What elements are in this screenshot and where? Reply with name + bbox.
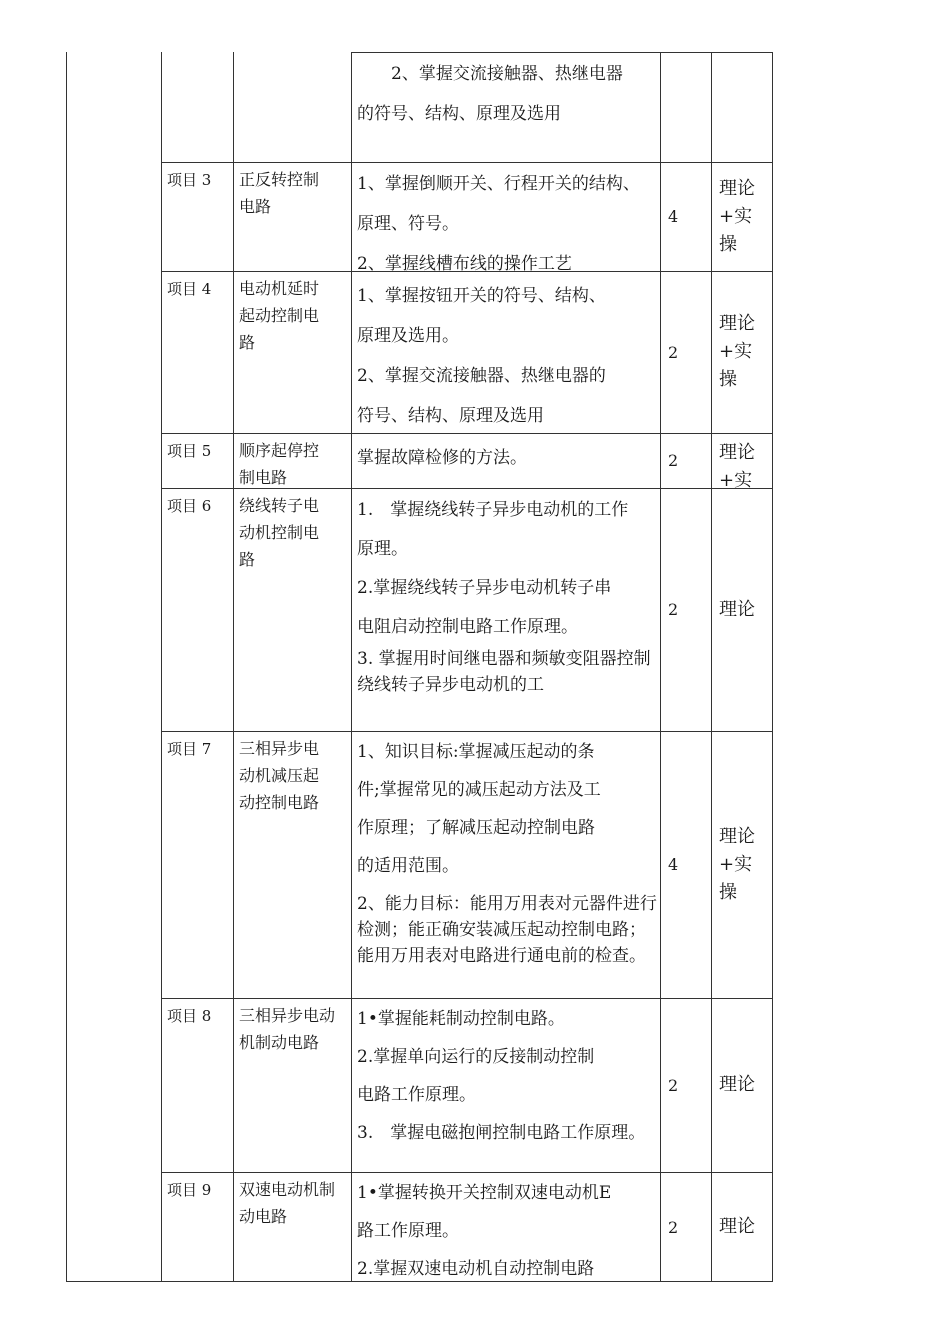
objective-paragraph: 3. 掌握电磁抱闸控制电路工作原理。 <box>357 1123 646 1143</box>
project-name-line: 电动机延时 <box>239 279 320 298</box>
learning-objectives <box>351 731 660 998</box>
class-hours: 4 <box>668 207 679 226</box>
objective-paragraph: 路工作原理。 <box>357 1221 459 1241</box>
project-number: 项目 3 <box>167 171 212 189</box>
learning-objectives <box>351 998 660 1172</box>
project-name-line: 起动控制电 <box>239 306 320 325</box>
project-name <box>233 731 351 998</box>
project-number: 项目 7 <box>167 740 212 758</box>
project-name-line: 机制动电路 <box>239 1033 320 1052</box>
teaching-method <box>711 998 772 1172</box>
objective-paragraph: 1•掌握能耗制动控制电路。 <box>357 1009 565 1029</box>
learning-objectives <box>351 488 660 731</box>
objective-paragraph: 1、掌握倒顺开关、行程开关的结构、 <box>357 174 640 194</box>
project-name <box>233 433 351 488</box>
teaching-method-line: 理论 <box>719 825 755 847</box>
teaching-method-text <box>719 310 755 394</box>
project-name-line: 绕线转子电 <box>239 496 320 515</box>
teaching-method-line: +实 <box>719 470 753 488</box>
project-name-line: 动电路 <box>239 1207 288 1226</box>
teaching-method <box>711 433 772 488</box>
teaching-method-text <box>719 1213 755 1241</box>
project-name-line: 动机控制电 <box>239 523 320 542</box>
class-hours: 4 <box>668 855 679 874</box>
project-name-line: 动机减压起 <box>239 766 320 785</box>
teaching-method-line: +实 <box>719 853 753 875</box>
project-name-line: 三相异步电动 <box>239 1006 336 1025</box>
objective-paragraph: 作原理；了解减压起动控制电路 <box>357 818 595 838</box>
table-border-right <box>772 52 773 1282</box>
objective-paragraph: 2、掌握交流接触器、热继电器的 <box>357 366 606 386</box>
teaching-method-line: 操 <box>719 881 737 903</box>
project-name <box>233 488 351 731</box>
teaching-method-text <box>719 596 755 624</box>
teaching-method-line: 理论 <box>719 1216 755 1237</box>
teaching-method-text <box>719 823 755 907</box>
class-hours: 2 <box>668 1075 679 1095</box>
project-name <box>233 998 351 1172</box>
objective-paragraph: 3. 掌握用时间继电器和频敏变阻器控制绕线转子异步电动机的工 <box>357 649 651 695</box>
learning-objectives <box>351 1172 660 1282</box>
teaching-method <box>711 52 772 162</box>
objective-paragraph: 电路工作原理。 <box>357 1085 476 1105</box>
teaching-method-text <box>719 1071 755 1099</box>
learning-objectives <box>351 162 660 271</box>
teaching-method <box>711 488 772 731</box>
project-number: 项目 6 <box>167 497 212 515</box>
class-hours: 2 <box>668 600 679 619</box>
objective-paragraph: 的适用范围。 <box>357 856 459 876</box>
teaching-method-text <box>719 175 755 259</box>
class-hours: 2 <box>668 342 679 362</box>
objective-paragraph: 件;掌握常见的减压起动方法及工 <box>357 780 601 800</box>
project-name-line: 路 <box>239 550 256 569</box>
teaching-method <box>711 271 772 433</box>
objective-paragraph: 掌握故障检修的方法。 <box>357 448 527 468</box>
objective-paragraph: 1、掌握按钮开关的符号、结构、 <box>357 286 606 306</box>
objective-paragraph: 原理及选用。 <box>357 326 459 346</box>
teaching-method-line: 理论 <box>719 313 755 334</box>
teaching-method-line: 理论 <box>719 177 755 199</box>
project-name-line: 电路 <box>239 197 272 216</box>
teaching-method-text <box>719 439 755 488</box>
project-name <box>233 162 351 271</box>
objective-paragraph: 2、能力目标：能用万用表对元器件进行检测；能正确安装减压起动控制电路；能用万用表对电路进行通电前的检查。 <box>357 894 657 966</box>
teaching-method-line: 理论 <box>719 1074 755 1095</box>
teaching-method-line: 理论 <box>719 442 755 463</box>
objective-paragraph: 2.掌握双速电动机自动控制电路 <box>357 1259 595 1279</box>
table-border-left <box>66 52 67 1282</box>
learning-objectives <box>351 52 660 162</box>
project-number <box>161 52 233 162</box>
project-name-line: 动控制电路 <box>239 793 320 812</box>
objective-paragraph: 原理、符号。 <box>357 214 459 234</box>
project-name-line: 顺序起停控 <box>239 441 320 460</box>
objective-paragraph: 2.掌握绕线转子异步电动机转子串 <box>357 578 612 598</box>
teaching-method-line: +实 <box>719 341 753 362</box>
objective-paragraph: 原理。 <box>357 539 408 559</box>
objective-paragraph: 1•掌握转换开关控制双速电动机E <box>357 1183 612 1203</box>
project-number: 项目 9 <box>167 1181 212 1199</box>
objective-paragraph: 1. 掌握绕线转子异步电动机的工作 <box>357 500 629 520</box>
objective-paragraph: 的符号、结构、原理及选用 <box>357 104 561 124</box>
objective-paragraph: 符号、结构、原理及选用 <box>357 406 544 426</box>
objective-paragraph: 2、掌握交流接触器、热继电器 <box>391 64 623 84</box>
teaching-method <box>711 162 772 271</box>
project-name-line: 制电路 <box>239 468 288 487</box>
objective-paragraph: 1、知识目标:掌握减压起动的条 <box>357 742 595 762</box>
project-name <box>233 1172 351 1282</box>
project-number: 项目 5 <box>167 442 212 460</box>
learning-objectives <box>351 271 660 433</box>
objective-paragraph: 电阻启动控制电路工作原理。 <box>357 617 578 637</box>
project-name <box>233 52 351 162</box>
project-name-line: 正反转控制 <box>239 170 320 189</box>
course-table <box>66 52 773 1282</box>
class-hours: 2 <box>668 451 679 470</box>
objective-paragraph: 2.掌握单向运行的反接制动控制 <box>357 1047 595 1067</box>
teaching-method-line: 理论 <box>719 598 755 620</box>
teaching-method-line: 操 <box>719 369 737 390</box>
project-number: 项目 4 <box>167 280 212 298</box>
teaching-method <box>711 1172 772 1282</box>
project-name <box>233 271 351 433</box>
learning-objectives <box>351 433 660 488</box>
teaching-method-line: +实 <box>719 205 753 227</box>
project-name-line: 双速电动机制 <box>239 1180 336 1199</box>
teaching-method-line: 操 <box>719 233 737 255</box>
class-hours: 2 <box>668 1217 679 1237</box>
project-name-line: 路 <box>239 333 256 352</box>
objective-paragraph: 2、掌握线槽布线的操作工艺 <box>357 254 572 271</box>
project-number: 项目 8 <box>167 1007 212 1025</box>
class-hours <box>660 52 711 162</box>
project-name-line: 三相异步电 <box>239 739 320 758</box>
teaching-method <box>711 731 772 998</box>
